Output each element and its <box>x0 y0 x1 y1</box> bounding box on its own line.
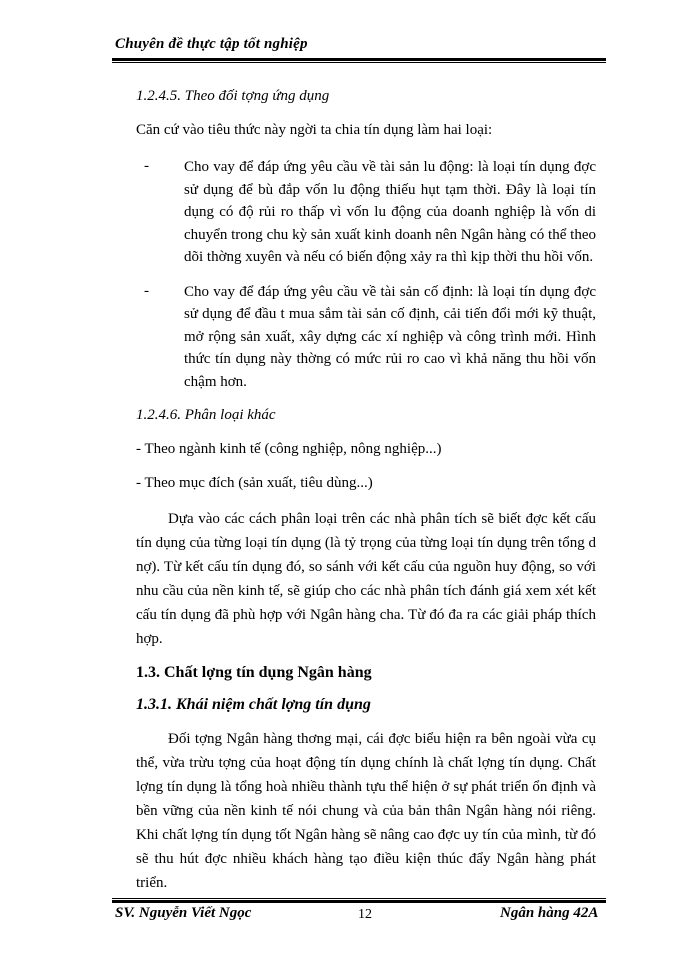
bullet-item <box>136 156 596 269</box>
section-heading-1-2-4-5: 1.2.4.5. Theo đối tợng ứng dụng <box>136 88 330 104</box>
footer-class: Ngân hàng 42A <box>500 905 599 921</box>
list-line: - Theo ngành kinh tế (công nghiệp, nông nghiệp...) <box>136 441 442 457</box>
bullet-marker: - <box>144 158 149 174</box>
section-heading-1-3-1: 1.3.1. Khái niệm chất lợng tín dụng <box>136 696 371 713</box>
footer-author: SV. Nguyễn Viết Ngọc <box>115 905 252 921</box>
footer-page-number: 12 <box>358 907 372 922</box>
header-rule-thick <box>112 58 606 61</box>
footer-rule-thin <box>112 898 606 899</box>
footer-rule-thick <box>112 900 606 903</box>
list-line: - Theo mục đích (sản xuất, tiêu dùng...) <box>136 475 373 491</box>
section-heading-1-3: 1.3. Chất lợng tín dụng Ngân hàng <box>136 664 372 681</box>
body-paragraph: Đối tợng Ngân hàng thơng mại, cái đợc biểu hiện ra bên ngoài vừa cụ thể, vừa trừu tợng của hoạt động tín dụng chính là chất lợng tín dụng. Chất lợng tín dụng là tổng hoà nhiều thành tựu thể hiện ở sự phát triển ổn định và bền vững của nền kinh tế nói chung và của bản thân Ngân hàng nói riêng. Khi chất lợng tín dụng tốt Ngân hàng sẽ nâng cao đợc uy tín của mình, từ đó sẽ thu hút đợc nhiều khách hàng tạo điều kiện thúc đẩy Ngân hàng phát triển. <box>136 731 596 891</box>
bullet-marker: - <box>144 282 149 299</box>
document-header-title: Chuyên đề thực tập tốt nghiệp <box>115 36 308 52</box>
bullet-item <box>136 281 596 394</box>
bullet-text: Cho vay để đáp ứng yêu cầu về tài sản lu động: là loại tín dụng đợc sử dụng để bù đắp vốn lu động thiếu hụt tạm thời. Đây là loại tín dụng có độ rủi ro thấp vì vốn lu động của doanh nghiệp là vốn di chuyển trong chu kỳ sản xuất kinh doanh nên Ngân hàng có thể theo dõi thờng xuyên và nếu có biến động xảy ra thì kịp thời thu hồi vốn. <box>184 159 596 265</box>
bullet-text: Cho vay để đáp ứng yêu cầu về tài sản cố định: là loại tín dụng đợc sử dụng để đầu t mua sắm tài sản cố định, cải tiến đổi mới kỹ thuật, mở rộng sản xuất, xây dựng các xí nghiệp và công trình mới. Hình thức tín dụng này thờng có mức rủi ro cao vì khả năng thu hồi vốn chậm hơn. <box>184 283 596 390</box>
page-content <box>136 80 596 907</box>
body-paragraph: Dựa vào các cách phân loại trên các nhà phân tích sẽ biết đợc kết cấu tín dụng của từng loại tín dụng (là tỷ trọng của từng loại tín dụng trên tổng d nợ). Từ kết cấu tín dụng đó, so sánh với kết cấu của nguồn huy động, so với nhu cầu của nền kinh tế, sẽ giúp cho các nhà phân tích đánh giá xem xét kết cấu tín dụng đã phù hợp với Ngân hàng cha. Từ đó đa ra các giải pháp thích hợp. <box>136 511 596 647</box>
header-rule-thin <box>112 62 606 63</box>
section-intro: Căn cứ vào tiêu thức này ngời ta chia tín dụng làm hai loại: <box>136 122 493 138</box>
section-heading-1-2-4-6: 1.2.4.6. Phân loại khác <box>136 407 276 423</box>
